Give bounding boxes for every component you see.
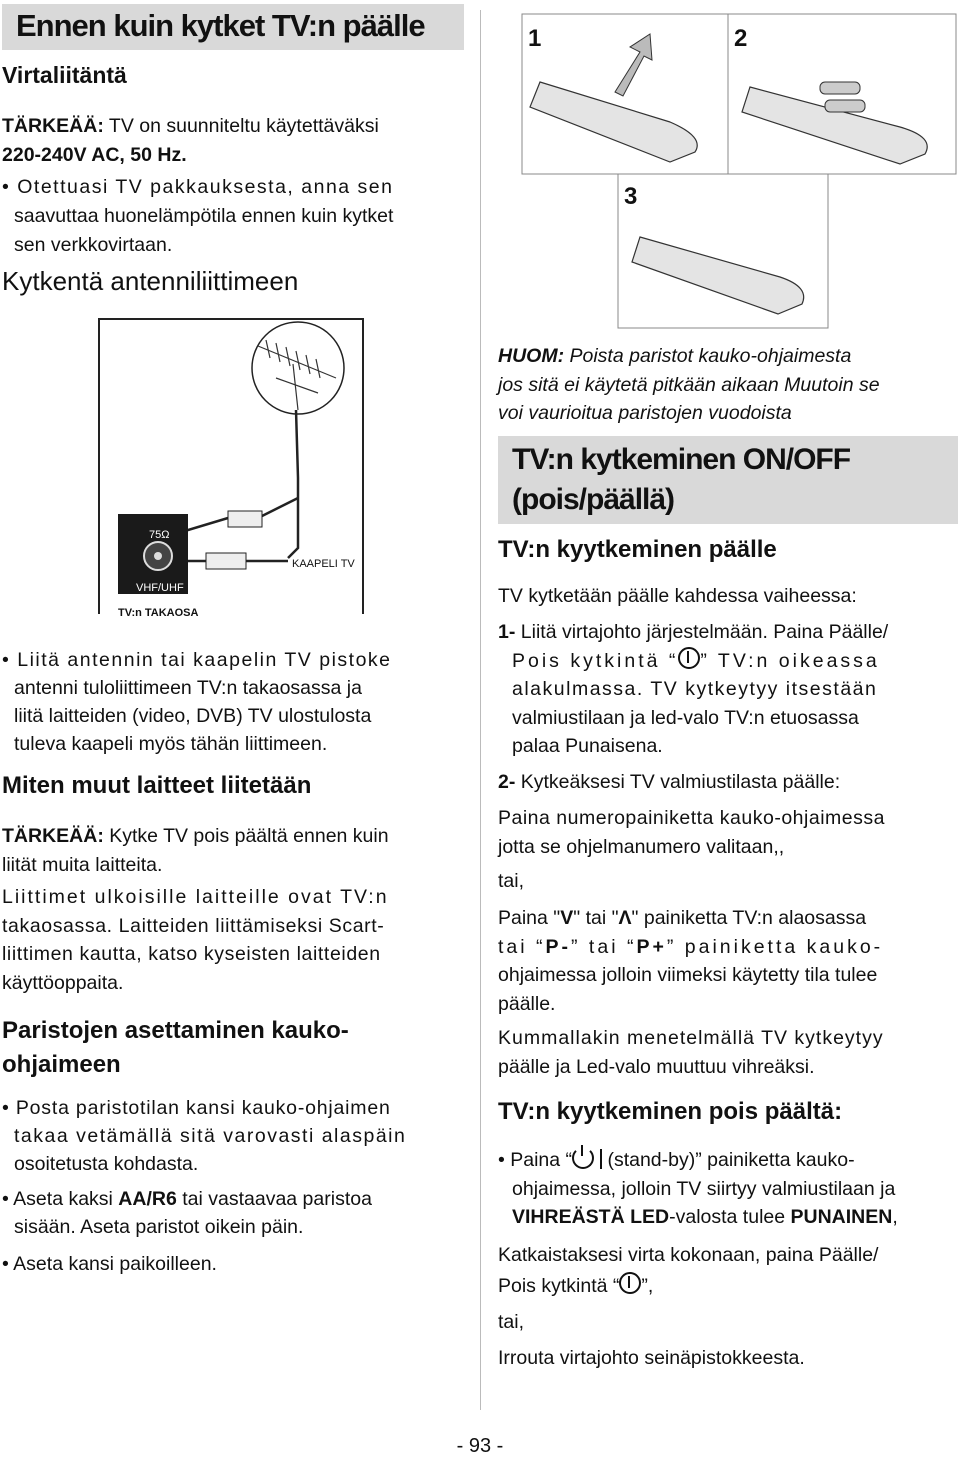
section-banner-on-off: TV:n kytkeminen ON/OFF (pois/päällä) (498, 436, 958, 524)
bullet-battery-cover-back: • Aseta kansi paikoilleen. (2, 1253, 217, 1275)
step-number-3: 3 (624, 183, 638, 210)
heading-other-devices: Miten muut laitteet liitetään (2, 772, 312, 799)
led-green-text: Kummallakin menetelmällä TV kytkeytyy päälle ja Led-valo muuttuu vihreäksi. (498, 1027, 884, 1078)
heading-switch-on: TV:n kyytkeminen päälle (498, 536, 777, 563)
step-2: 2- Kytkeäksesi TV valmiustilasta päälle: (498, 771, 841, 793)
label-cable-tv: KAAPELI TV (292, 558, 355, 570)
press-number-text: Paina numeropainiketta kauko-ohjaimessa jotta se ohjelmanumero valitaan,, (498, 807, 885, 858)
bullet-battery-insert: • Aseta kaksi AA/R6 tai vastaavaa paristoa sisään. Aseta paristot oikein päin. (2, 1188, 372, 1238)
or-text-1: tai, (498, 870, 525, 892)
label-vhf-uhf: VHF/UHF (136, 582, 184, 594)
bullet-antenna: • Liitä antennin tai kaapelin TV pistoke antenni tuloliittimeen TV:n takaosassa ja liitä laitteiden (video, DVB) TV ulostulosta tuleva kaapeli myös tähän liittimeen. (2, 649, 392, 755)
connectors-text: Liittimet ulkoisille laitteille ovat TV:n takaosassa. Laitteiden liittämiseksi Scart- liittimen kautta, katso kyseisten laitteiden käyttöoppaita. (2, 886, 389, 994)
section-banner: Ennen kuin kytket TV:n päälle (2, 4, 464, 50)
remote-battery-illustration (520, 12, 960, 332)
power-switch-icon (678, 647, 700, 669)
standby-icon (572, 1147, 594, 1169)
heading-antenna: Kytkentä antenniliittimeen (2, 266, 299, 296)
important-power: TÄRKEÄÄ: TV on suunniteltu käytettäväksi 220-240V AC, 50 Hz. (2, 115, 379, 166)
two-steps-text: TV kytketään päälle kahdessa vaiheessa: (498, 585, 857, 607)
down-caret-icon: V (560, 907, 574, 929)
up-caret-icon: Λ (618, 907, 632, 929)
antenna-illustration (98, 318, 364, 628)
cut-power-text: Katkaistaksesi virta kokonaan, paina Päälle/ Pois kytkintä “ ”, (498, 1244, 879, 1297)
heading-switch-off: TV:n kyytkeminen pois päältä: (498, 1098, 843, 1125)
bullet-battery-cover: • Posta paristotilan kansi kauko-ohjaimen takaa vetämällä sitä varovasti alaspäin osoitetusta kohdasta. (2, 1097, 407, 1175)
standby-bullet: • Paina “ (stand-by)” painiketta kauko- ohjaimessa, jolloin TV siirtyy valmiustilaan ja VIHREÄSTÄ LED-valosta tulee PUNAINEN, (498, 1146, 898, 1232)
press-channel-text: Paina "V" tai "Λ" painiketta TV:n alaosassa tai “P-” tai “P+” painiketta kauko- ohjaimessa jolloin viimeksi käytetty tila tulee päälle. (498, 907, 884, 1015)
note-batteries: HUOM: Poista paristot kauko-ohjaimesta jos sitä ei käytetä pitkään aikaan Muutoin se voi vaurioitua paristojen vuodoista (498, 345, 880, 424)
unplug-text: Irrouta virtajohto seinäpistokkeesta. (498, 1347, 805, 1369)
column-divider (480, 10, 481, 1410)
label-75-ohm: 75Ω (149, 529, 170, 541)
important-other: TÄRKEÄÄ: Kytke TV pois päältä ennen kuin liität muita laitteita. (2, 825, 389, 876)
page-number: - 93 - (456, 1435, 504, 1457)
bullet-temperature: • Otettuasi TV pakkauksesta, anna sen saavuttaa huonelämpötila ennen kuin kytket sen verkkovirtaan. (2, 176, 394, 256)
step-number-2: 2 (734, 25, 748, 52)
step-1: 1- Liitä virtajohto järjestelmään. Paina Päälle/ Pois kytkintä “ ” TV:n oikeassa alakulmassa. TV kytkeytyy itsestään valmiustilaan ja led-valo TV:n etuosassa palaa Punaisena. (498, 621, 889, 757)
label-tv-back: TV:n TAKAOSA (118, 607, 199, 619)
heading-batteries: Paristojen asettaminen kauko- ohjaimeen (2, 1017, 349, 1078)
heading-power: Virtaliitäntä (2, 62, 127, 88)
or-text-2: tai, (498, 1311, 525, 1333)
step-number-1: 1 (528, 25, 542, 52)
power-switch-icon (619, 1272, 641, 1294)
